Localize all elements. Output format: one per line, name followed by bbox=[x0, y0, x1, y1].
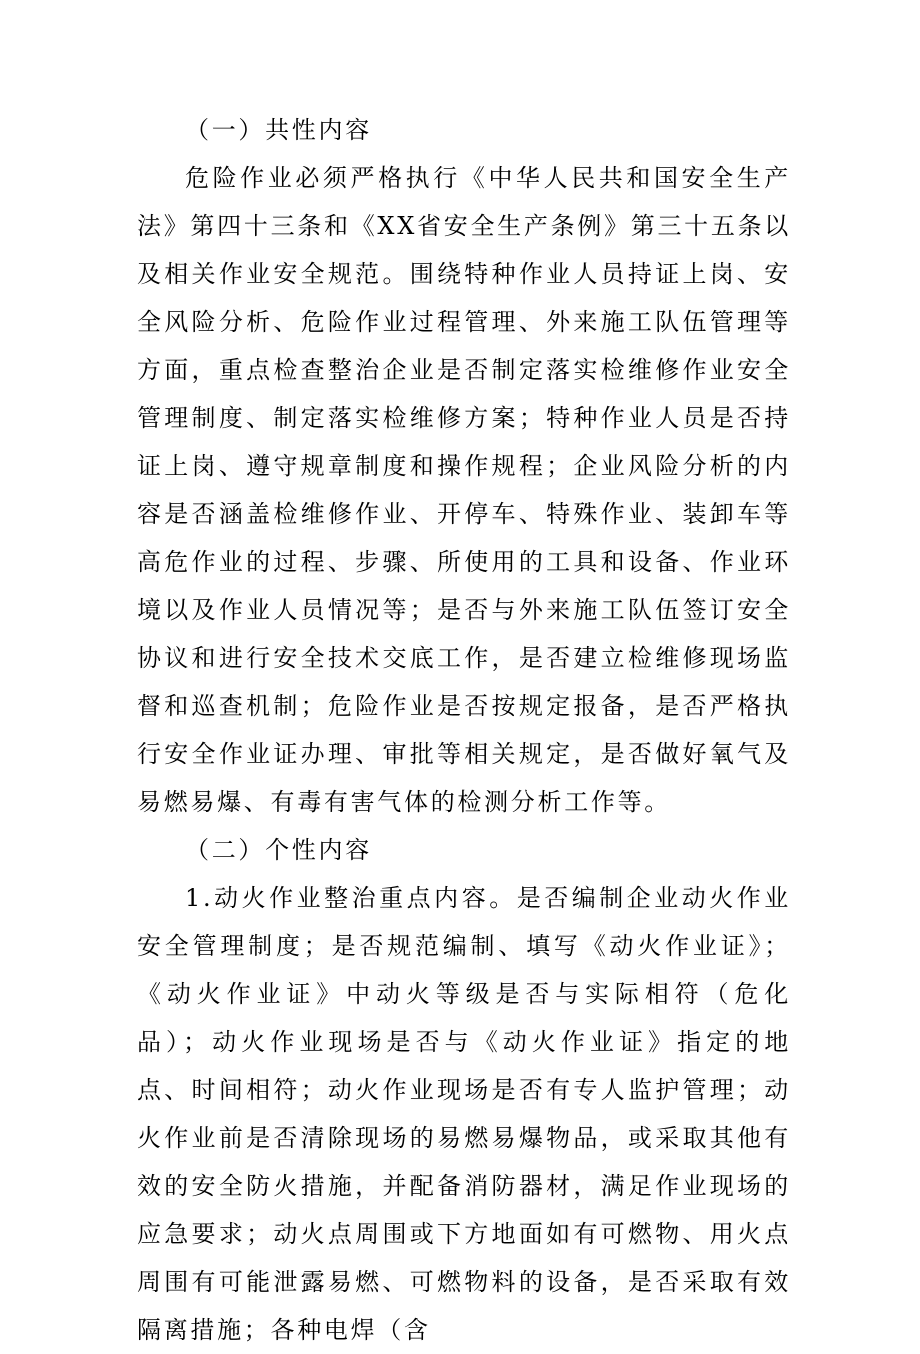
section-heading-common: （一）共性内容 bbox=[185, 116, 372, 144]
document-body bbox=[137, 106, 791, 1354]
paragraph-hot-work: 1.动火作业整治重点内容。是否编制企业动火作业安全管理制度；是否规范编制、填写《动火作业证》；《动火作业证》中动火等级是否与实际相符（危化品）；动火作业现场是否与《动火作业证》指定的地点、时间相符；动火作业现场是否有专人监护管理；动火作业前是否清除现场的易燃易爆物品，或采取其他有效的安全防火措施，并配备消防器材，满足作业现场的应急要求；动火点周围或下方地面如有可燃物、用火点周围有可能泄露易燃、可燃物料的设备，是否采取有效隔离措施；各种电焊（含 bbox=[137, 884, 791, 1344]
paragraph-common-content: 危险作业必须严格执行《中华人民共和国安全生产法》第四十三条和《XX省安全生产条例》第三十五条以及相关作业安全规范。围绕特种作业人员持证上岗、安全风险分析、危险作业过程管理、外来施工队伍管理等方面，重点检查整治企业是否制定落实检维修作业安全管理制度、制定落实检维修方案；特种作业人员是否持证上岗、遵守规章制度和操作规程；企业风险分析的内容是否涵盖检维修作业、开停车、特殊作业、装卸车等高危作业的过程、步骤、所使用的工具和设备、作业环境以及作业人员情况等；是否与外来施工队伍签订安全协议和进行安全技术交底工作，是否建立检维修现场监督和巡查机制；危险作业是否按规定报备，是否严格执行安全作业证办理、审批等相关规定，是否做好氧气及易燃易爆、有毒有害气体的检测分析工作等。 bbox=[137, 164, 791, 816]
section-heading-specific: （二）个性内容 bbox=[185, 836, 372, 864]
